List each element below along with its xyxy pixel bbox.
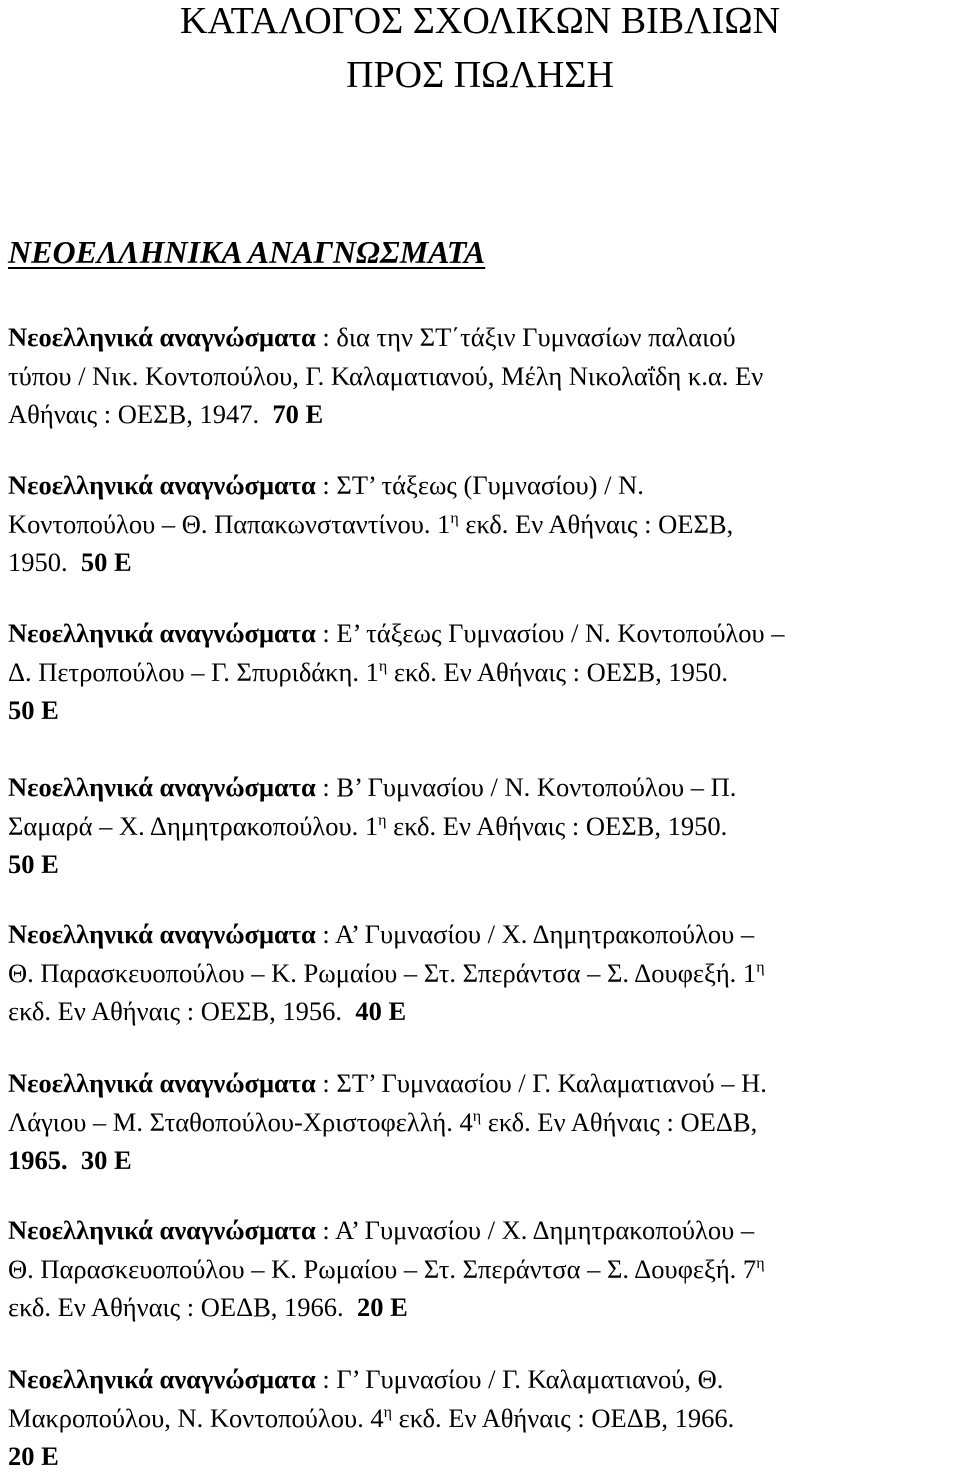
catalog-entry-7	[8, 1211, 948, 1327]
entry-title: Νεοελληνικά αναγνώσματα	[8, 470, 316, 500]
entry-price: 70 Ε	[272, 399, 324, 429]
entry-text: εκδ. Εν Αθήναις : ΟΕΣΒ, 1950.	[386, 810, 728, 841]
entry-price: 20 Ε	[356, 1292, 408, 1322]
page-title	[0, 0, 960, 102]
entry-text: τύπου / Νικ. Κοντοπούλου, Γ. Καλαματιανού, Μέλη Νικολαΐδη κ.α. Εν	[8, 360, 764, 391]
entry-text: : Γ’ Γυμνασίου / Γ. Καλαματιανού, Θ.	[315, 1364, 724, 1394]
entry-title: Νεοελληνικά αναγνώσματα	[8, 618, 316, 648]
entry-text: : Α’ Γυμνασίου / Χ. Δημητρακοπούλου –	[315, 1215, 755, 1245]
edition-superscript: η	[383, 1403, 392, 1421]
entry-title: Νεοελληνικά αναγνώσματα	[8, 772, 316, 802]
entry-text: Κοντοπούλου – Θ. Παπακωνσταντίνου. 1	[8, 508, 451, 539]
entry-text: εκδ. Εν Αθήναις : ΟΕΔΒ, 1966.	[392, 1402, 735, 1433]
entry-text: Θ. Παρασκευοπούλου – Κ. Ρωμαίου – Στ. Σπεράντσα – Σ. Δουφεξή. 7	[8, 1253, 757, 1284]
catalog-entry-6	[8, 1064, 948, 1180]
entry-price: 50 Ε	[8, 695, 59, 725]
entry-text: : δια την ΣΤ΄τάξιν Γυμνασίων παλαιού	[315, 322, 736, 352]
catalog-entry-8	[8, 1360, 948, 1476]
entry-text: : ΣΤ’ τάξεως (Γυμνασίου) / Ν.	[315, 470, 644, 500]
entry-text: 1950.	[8, 547, 68, 577]
catalog-entry-4	[8, 768, 948, 884]
entry-title: Νεοελληνικά αναγνώσματα	[8, 322, 316, 352]
edition-superscript: η	[756, 1254, 765, 1272]
entry-title: Νεοελληνικά αναγνώσματα	[8, 919, 316, 949]
entry-title: Νεοελληνικά αναγνώσματα	[8, 1215, 316, 1245]
entry-title: Νεοελληνικά αναγνώσματα	[8, 1364, 316, 1394]
entry-text: : Ε’ τάξεως Γυμνασίου / Ν. Κοντοπούλου –	[315, 618, 785, 648]
edition-superscript: η	[378, 657, 388, 675]
catalog-entry-1	[8, 318, 948, 434]
entry-text: Λάγιου – Μ. Σταθοπούλου-Χριστοφελλή. 4	[8, 1106, 473, 1137]
entry-text: εκδ. Εν Αθήναις : ΟΕΣΒ,	[458, 508, 734, 539]
entry-text: Θ. Παρασκευοπούλου – Κ. Ρωμαίου – Στ. Σπεράντσα – Σ. Δουφεξή. 1	[8, 957, 757, 988]
entry-price: 40 Ε	[355, 996, 407, 1026]
entry-year: 1965.	[8, 1145, 68, 1175]
entry-text: : Β’ Γυμνασίου / Ν. Κοντοπούλου – Π.	[315, 772, 737, 802]
edition-superscript: η	[756, 958, 765, 976]
edition-superscript: η	[450, 509, 459, 527]
entry-text: : Α’ Γυμνασίου / Χ. Δημητρακοπούλου –	[315, 919, 755, 949]
entry-text: εκδ. Εν Αθήναις : ΟΕΣΒ, 1956.	[8, 996, 343, 1026]
entry-text: Δ. Πετροπούλου – Γ. Σπυριδάκη. 1	[8, 656, 379, 687]
catalog-entry-2	[8, 466, 948, 582]
entry-text: εκδ. Εν Αθήναις : ΟΕΔΒ, 1966.	[8, 1292, 344, 1322]
entry-text: εκδ. Εν Αθήναις : ΟΕΔΒ,	[481, 1106, 758, 1137]
entry-price: 50 Ε	[8, 849, 59, 879]
section-heading: ΝΕΟΕΛΛΗΝΙΚΑ ΑΝΑΓΝΩΣΜΑΤΑ	[8, 234, 486, 270]
catalog-entry-3	[8, 614, 948, 730]
entry-price: 50 Ε	[80, 547, 132, 577]
entry-text: Αθήναις : ΟΕΣΒ, 1947.	[8, 399, 260, 429]
entry-title: Νεοελληνικά αναγνώσματα	[8, 1068, 316, 1098]
edition-superscript: η	[378, 811, 387, 829]
title-line-2: ΠΡΟΣ ΠΩΛΗΣΗ	[346, 54, 614, 96]
title-line-1: ΚΑΤΑΛΟΓΟΣ ΣΧΟΛΙΚΩΝ ΒΙΒΛΙΩΝ	[179, 0, 781, 42]
entry-price: 30 Ε	[80, 1145, 132, 1175]
entry-price: 20 Ε	[8, 1441, 59, 1471]
entry-text: Μακροπούλου, Ν. Κοντοπούλου. 4	[8, 1402, 384, 1433]
entry-text: : ΣΤ’ Γυμναασίου / Γ. Καλαματιανού – Η.	[315, 1068, 767, 1098]
entry-text: Σαμαρά – Χ. Δημητρακοπούλου. 1	[8, 810, 379, 841]
catalog-entry-5	[8, 915, 948, 1031]
edition-superscript: η	[472, 1107, 482, 1125]
entry-text: εκδ. Εν Αθήναις : ΟΕΣΒ, 1950.	[387, 656, 728, 687]
